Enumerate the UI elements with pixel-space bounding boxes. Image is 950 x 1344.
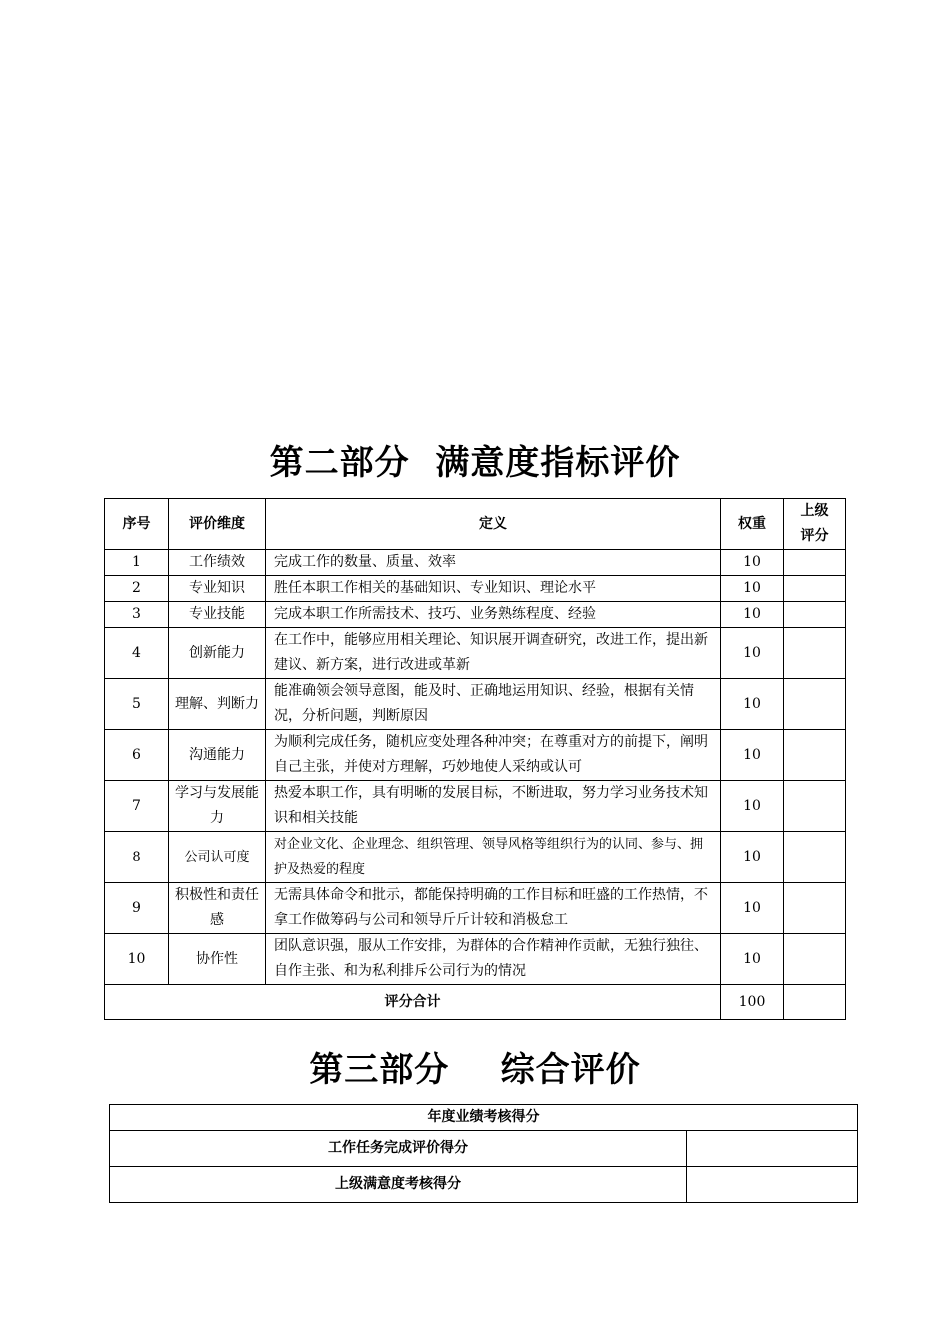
table-row — [105, 550, 846, 576]
row-definition: 热爱本职工作，具有明晰的发展目标，不断进取，努力学习业务技术知识和相关技能 — [266, 781, 721, 832]
header-dimension: 评价维度 — [169, 499, 266, 550]
table-row — [110, 1131, 858, 1167]
satisfaction-table — [104, 498, 846, 1020]
row-score-cell[interactable] — [784, 602, 846, 628]
table-row — [110, 1167, 858, 1203]
row-weight: 10 — [721, 679, 784, 730]
task-completion-score-cell[interactable] — [687, 1131, 858, 1167]
row-weight: 10 — [721, 781, 784, 832]
row-score-cell[interactable] — [784, 934, 846, 985]
row-dimension: 理解、判断力 — [169, 679, 266, 730]
row-dimension: 工作绩效 — [169, 550, 266, 576]
supervisor-satisfaction-label: 上级满意度考核得分 — [110, 1167, 687, 1203]
table-row — [105, 679, 846, 730]
row-weight: 10 — [721, 934, 784, 985]
total-label: 评分合计 — [105, 985, 721, 1020]
header-definition: 定义 — [266, 499, 721, 550]
row-no: 2 — [105, 576, 169, 602]
total-row — [105, 985, 846, 1020]
row-no: 5 — [105, 679, 169, 730]
row-no: 4 — [105, 628, 169, 679]
row-score-cell[interactable] — [784, 628, 846, 679]
row-definition: 能准确领会领导意图，能及时、正确地运用知识、经验，根据有关情况，分析问题，判断原因 — [266, 679, 721, 730]
header-weight: 权重 — [721, 499, 784, 550]
row-dimension: 创新能力 — [169, 628, 266, 679]
row-weight: 10 — [721, 883, 784, 934]
row-weight: 10 — [721, 576, 784, 602]
row-dimension: 学习与发展能力 — [169, 781, 266, 832]
row-definition: 无需具体命令和批示，都能保持明确的工作目标和旺盛的工作热情，不拿工作做筹码与公司和领导斤斤计较和消极怠工 — [266, 883, 721, 934]
row-weight: 10 — [721, 550, 784, 576]
table-row — [105, 576, 846, 602]
table-row — [105, 883, 846, 934]
row-weight: 10 — [721, 602, 784, 628]
row-definition: 对企业文化、企业理念、组织管理、领导风格等组织行为的认同、参与、拥护及热爱的程度 — [266, 832, 721, 883]
row-no: 7 — [105, 781, 169, 832]
row-no: 10 — [105, 934, 169, 985]
row-no: 8 — [105, 832, 169, 883]
row-definition: 为顺利完成任务，随机应变处理各种冲突；在尊重对方的前提下，阐明自己主张，并使对方理解，巧妙地使人采纳或认可 — [266, 730, 721, 781]
row-definition: 完成本职工作所需技术、技巧、业务熟练程度、经验 — [266, 602, 721, 628]
row-dimension: 专业技能 — [169, 602, 266, 628]
row-definition: 团队意识强，服从工作安排，为群体的合作精神作贡献，无独行独往、自作主张、和为私利排斥公司行为的情况 — [266, 934, 721, 985]
row-dimension: 沟通能力 — [169, 730, 266, 781]
row-score-cell[interactable] — [784, 550, 846, 576]
table-row — [105, 934, 846, 985]
table-row — [105, 628, 846, 679]
row-dimension: 公司认可度 — [169, 832, 266, 883]
row-score-cell[interactable] — [784, 781, 846, 832]
row-dimension: 协作性 — [169, 934, 266, 985]
row-score-cell[interactable] — [784, 730, 846, 781]
header-score: 上级评分 — [784, 499, 846, 550]
row-dimension: 专业知识 — [169, 576, 266, 602]
overall-evaluation-table — [109, 1104, 858, 1203]
row-dimension: 积极性和责任感 — [169, 883, 266, 934]
header-no: 序号 — [105, 499, 169, 550]
row-definition: 完成工作的数量、质量、效率 — [266, 550, 721, 576]
row-weight: 10 — [721, 628, 784, 679]
row-no: 9 — [105, 883, 169, 934]
row-definition: 胜任本职工作相关的基础知识、专业知识、理论水平 — [266, 576, 721, 602]
row-score-cell[interactable] — [784, 679, 846, 730]
table-row — [105, 781, 846, 832]
row-no: 1 — [105, 550, 169, 576]
supervisor-satisfaction-score-cell[interactable] — [687, 1167, 858, 1203]
annual-score-header: 年度业绩考核得分 — [110, 1105, 858, 1131]
row-no: 3 — [105, 602, 169, 628]
row-score-cell[interactable] — [784, 832, 846, 883]
total-weight: 100 — [721, 985, 784, 1020]
row-score-cell[interactable] — [784, 883, 846, 934]
table-row — [105, 602, 846, 628]
row-weight: 10 — [721, 832, 784, 883]
row-no: 6 — [105, 730, 169, 781]
part3-title: 第三部分 综合评价 — [309, 1050, 641, 1090]
row-definition: 在工作中，能够应用相关理论、知识展开调查研究，改进工作，提出新建议、新方案，进行改进或革新 — [266, 628, 721, 679]
row-weight: 10 — [721, 730, 784, 781]
table-row — [105, 832, 846, 883]
task-completion-label: 工作任务完成评价得分 — [110, 1131, 687, 1167]
table-row — [105, 730, 846, 781]
part2-title: 第二部分 满意度指标评价 — [269, 443, 681, 483]
total-score-cell[interactable] — [784, 985, 846, 1020]
row-score-cell[interactable] — [784, 576, 846, 602]
